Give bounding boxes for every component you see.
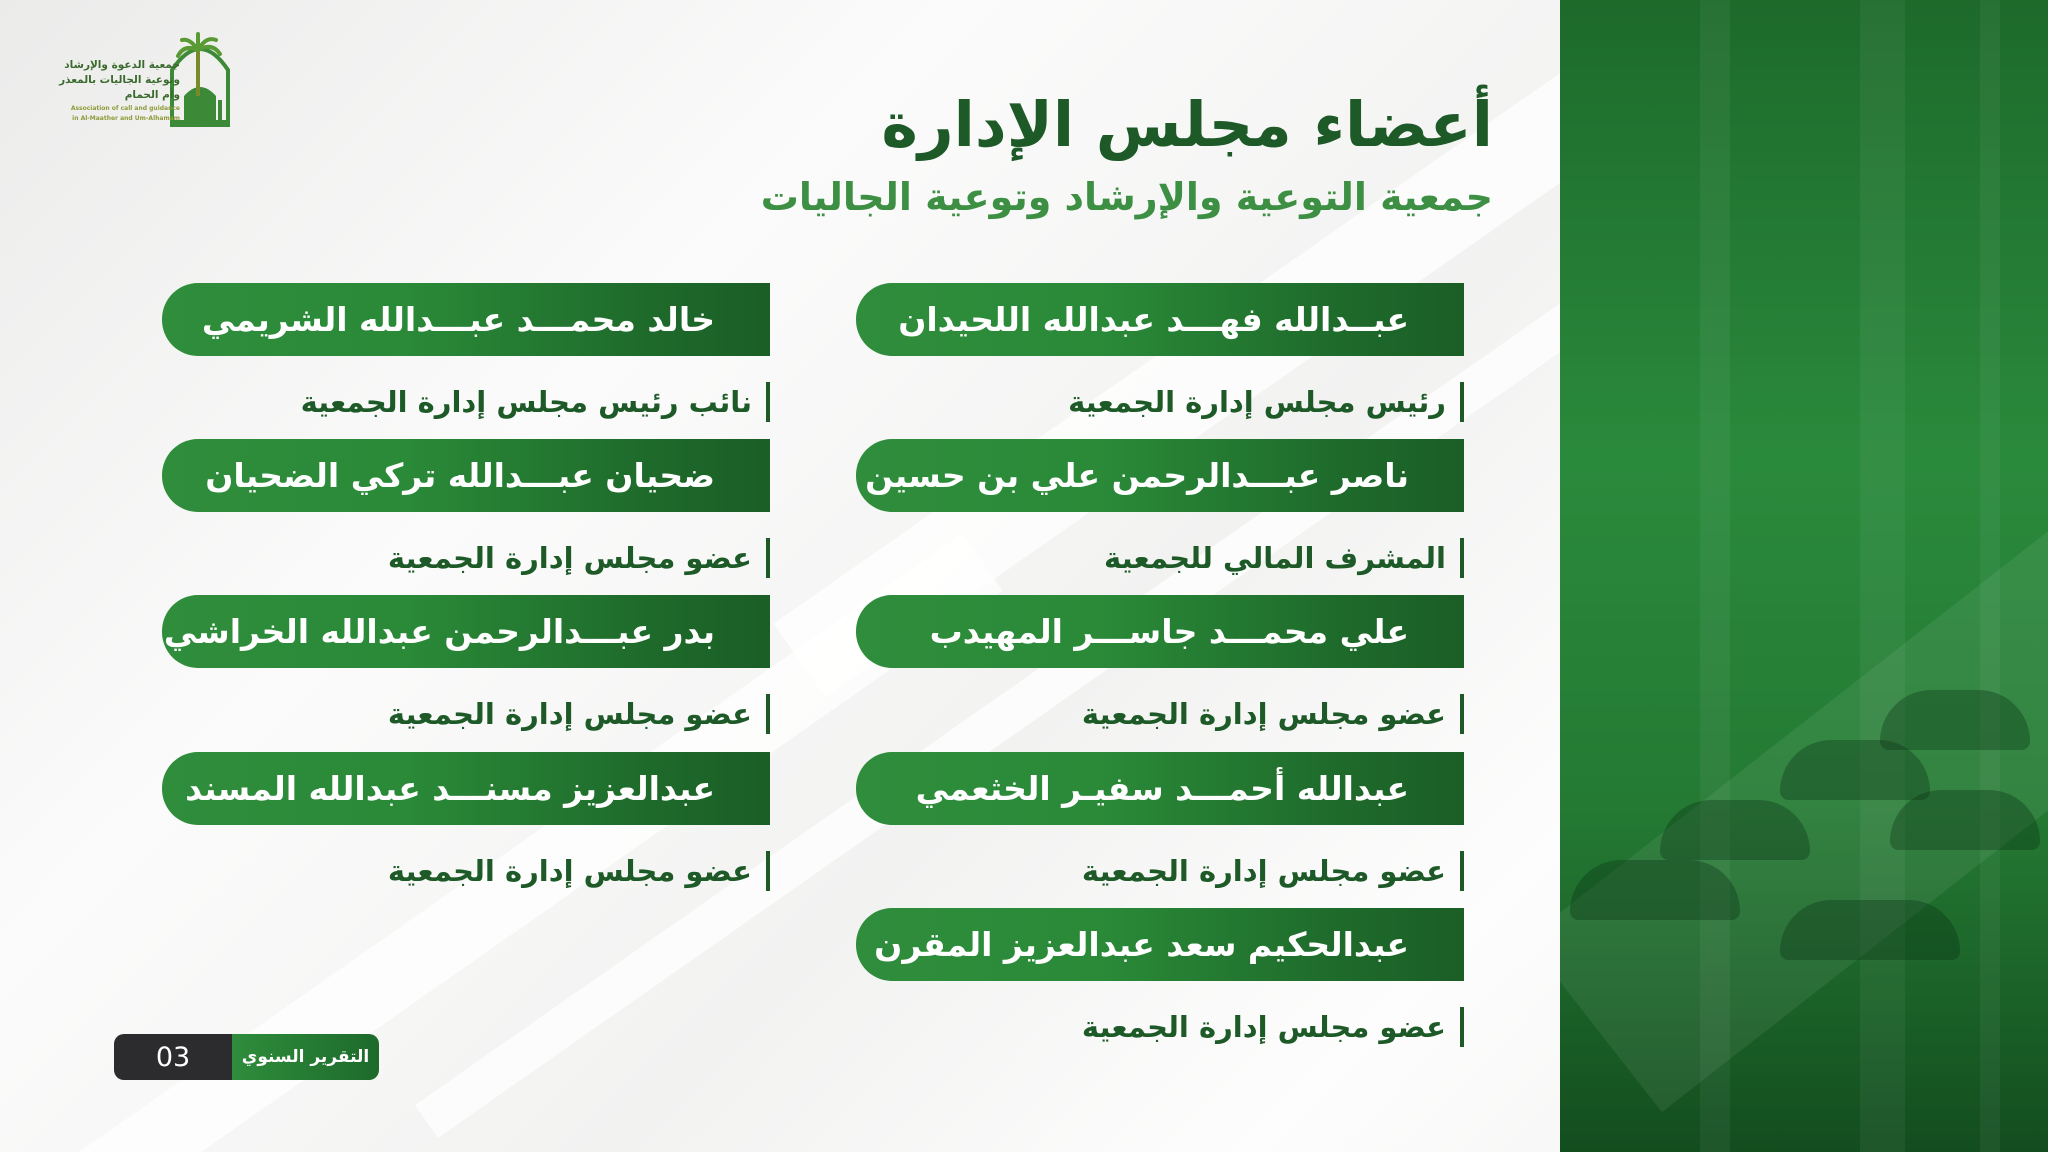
association-logo [30,30,240,130]
member-role [1082,847,1464,895]
member-name: بدر عبـــدالرحمن عبدالله الخراشي [162,595,770,668]
member-name: عبــدالله فهـــد عبدالله اللحيدان [856,283,1464,356]
member-role [1104,534,1464,582]
member-role-text: رئيس مجلس إدارة الجمعية [1068,385,1446,419]
logo-name-ar: وأم الحمام [124,89,180,101]
meeting-room-photo [1560,0,2048,1152]
chair-shape [1890,790,2040,850]
member-card [856,283,1464,433]
member-card [856,595,1464,745]
member-card [856,752,1464,902]
member-card [856,908,1464,1058]
member-card [162,439,770,589]
member-role [1082,1003,1464,1051]
member-role-text: عضو مجلس إدارة الجمعية [1081,697,1446,731]
chair-shape [1660,800,1810,860]
member-role-text: المشرف المالي للجمعية [1104,541,1446,575]
member-card [162,283,770,433]
member-name: عبدالحكيم سعد عبدالعزيز المقرن [856,908,1464,981]
member-role [301,378,770,426]
role-divider [766,382,770,422]
chair-shape [1780,740,1930,800]
page-subtitle: جمعية التوعية والإرشاد وتوعية الجاليات [760,175,1493,219]
member-card [856,439,1464,589]
member-card [162,595,770,745]
role-divider [1460,382,1464,422]
member-name: ضحيان عبـــدالله تركي الضحيان [162,439,770,512]
member-name: ناصر عبـــدالرحمن علي بن حسين [856,439,1464,512]
role-divider [1460,851,1464,891]
member-name: عبدالعزيز مسنـــد عبدالله المسند [162,752,770,825]
member-role-text: عضو مجلس إدارة الجمعية [387,854,752,888]
chair-shape [1780,900,1960,960]
page-number: 03 [114,1034,232,1080]
member-name: علي محمـــد جاســـر المهيدب [856,595,1464,668]
member-role [388,847,770,895]
role-divider [1460,538,1464,578]
member-role-text: نائب رئيس مجلس إدارة الجمعية [300,385,752,419]
chair-shape [1880,690,2030,750]
role-divider [766,851,770,891]
member-card [162,752,770,902]
member-name: عبدالله أحمـــد سفيـر الخثعمي [856,752,1464,825]
member-role-text: عضو مجلس إدارة الجمعية [1081,854,1446,888]
page-footer-badge [114,1034,379,1080]
logo-text [30,58,180,123]
member-role-text: عضو مجلس إدارة الجمعية [387,697,752,731]
role-divider [1460,694,1464,734]
member-role [388,690,770,738]
annual-report-label: التقرير السنوي [232,1034,379,1080]
role-divider [766,694,770,734]
role-divider [1460,1007,1464,1047]
panel-column [1860,0,1905,1152]
member-role [1068,378,1464,426]
logo-name-en: in Al-Maather and Um-Alhamam [72,115,180,122]
logo-name-ar: وتوعية الجاليات بالمعذر [59,74,180,86]
member-role [1082,690,1464,738]
member-role-text: عضو مجلس إدارة الجمعية [1081,1010,1446,1044]
member-name: خالد محمـــد عبـــدالله الشريمي [162,283,770,356]
logo-name-en: Association of call and guidance [70,105,180,112]
logo-name-ar: جمعية الدعوة والإرشاد [64,59,180,71]
page-title: أعضاء مجلس الإدارة [881,88,1493,161]
chair-shape [1570,860,1740,920]
role-divider [766,538,770,578]
member-role-text: عضو مجلس إدارة الجمعية [387,541,752,575]
member-role [388,534,770,582]
